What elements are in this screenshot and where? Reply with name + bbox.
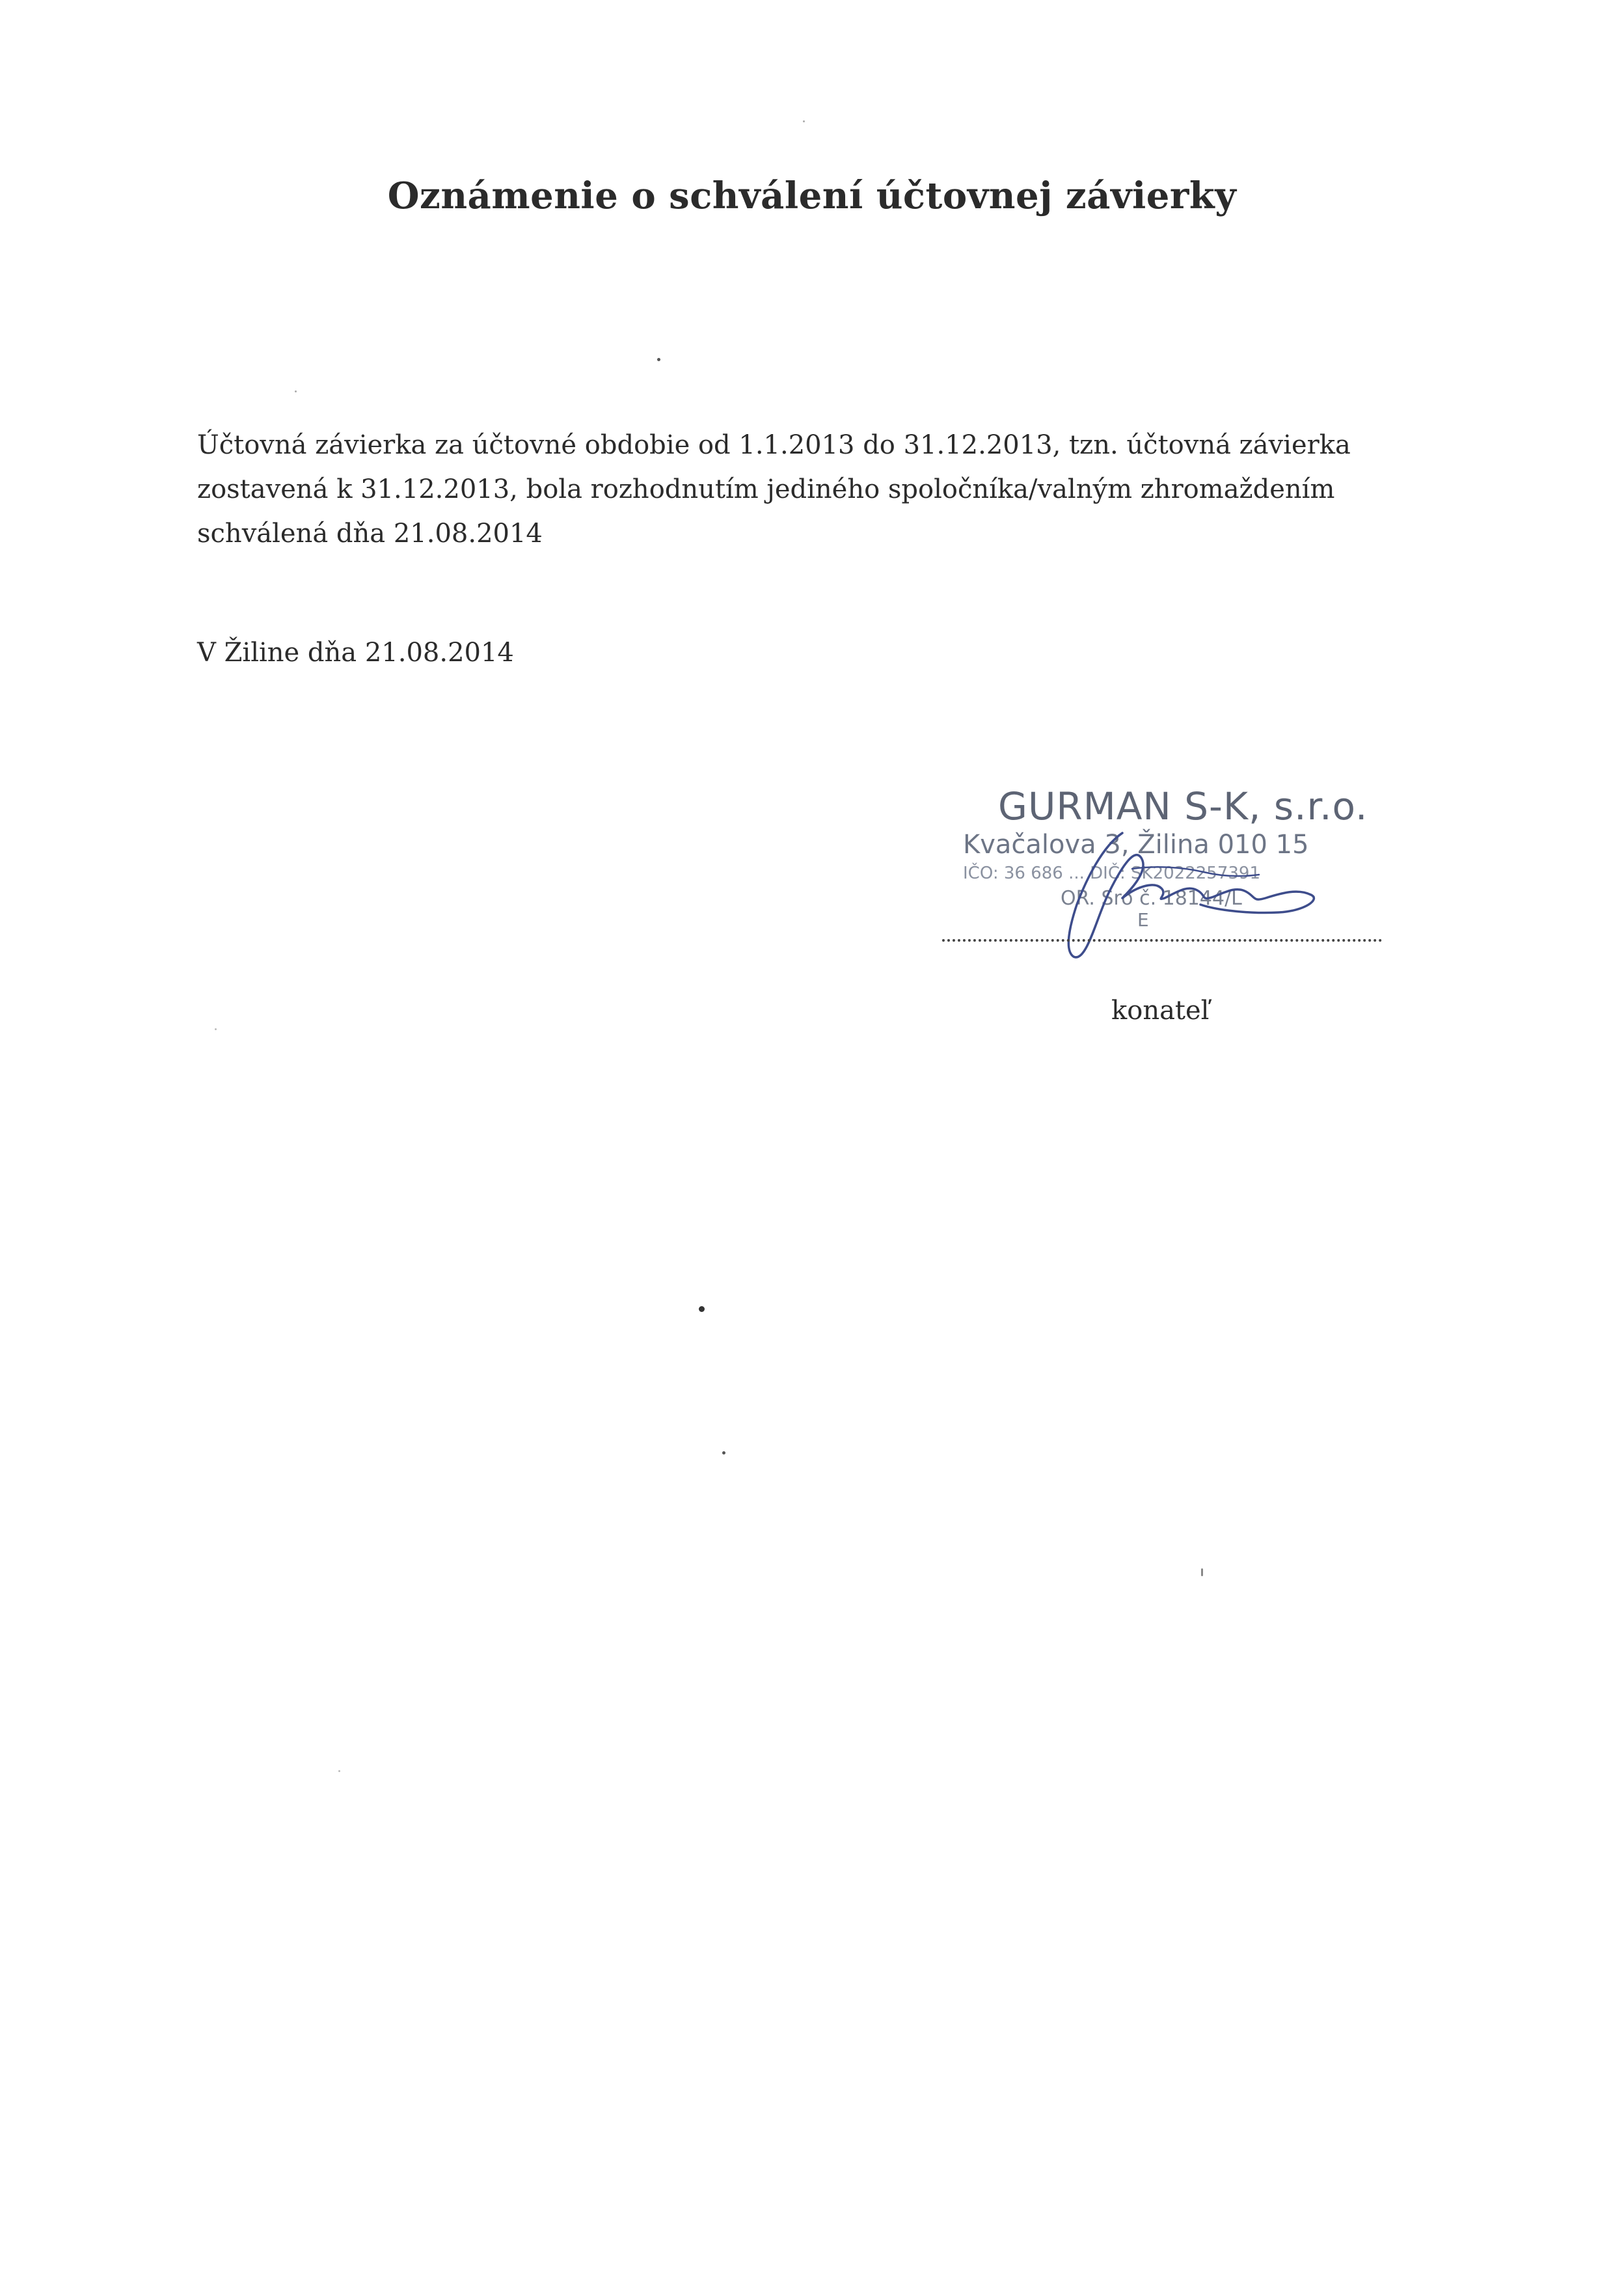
signature-line [942, 939, 1382, 942]
signatory-role: konateľ [1111, 996, 1210, 1026]
place-and-date: V Žiline dňa 21.08.2014 [197, 638, 514, 668]
scan-speck [338, 1770, 340, 1772]
stamp-company-name: GURMAN S-K, s.r.o. [998, 784, 1368, 828]
handwritten-signature [1025, 807, 1363, 970]
statement-line-3: schválená dňa 21.08.2014 [197, 519, 543, 549]
scan-speck [699, 1306, 705, 1312]
scan-speck [722, 1451, 725, 1455]
stamp-letter: E [1137, 909, 1149, 931]
approval-statement [197, 423, 1351, 556]
stamp-ico: IČO: 36 686 ... DIČ: SK2022257391 [963, 864, 1260, 883]
document-title: Oznámenie o schválení účtovnej závierky [387, 174, 1237, 217]
statement-line-1: Účtovná závierka za účtovné obdobie od 1.1.2013 do 31.12.2013, tzn. účtovná závierka [197, 430, 1351, 460]
scan-speck [215, 1028, 217, 1030]
scan-speck [295, 390, 297, 392]
statement-line-2: zostavená k 31.12.2013, bola rozhodnutím jediného spoločníka/valným zhromaždením [197, 474, 1335, 504]
stamp-register: OR. Sro č. 18144/L [1061, 887, 1242, 910]
scan-speck [803, 120, 805, 122]
scan-speck [657, 358, 660, 361]
stamp-address: Kvačalova 3, Žilina 010 15 [963, 830, 1309, 860]
scan-speck [1201, 1568, 1203, 1576]
